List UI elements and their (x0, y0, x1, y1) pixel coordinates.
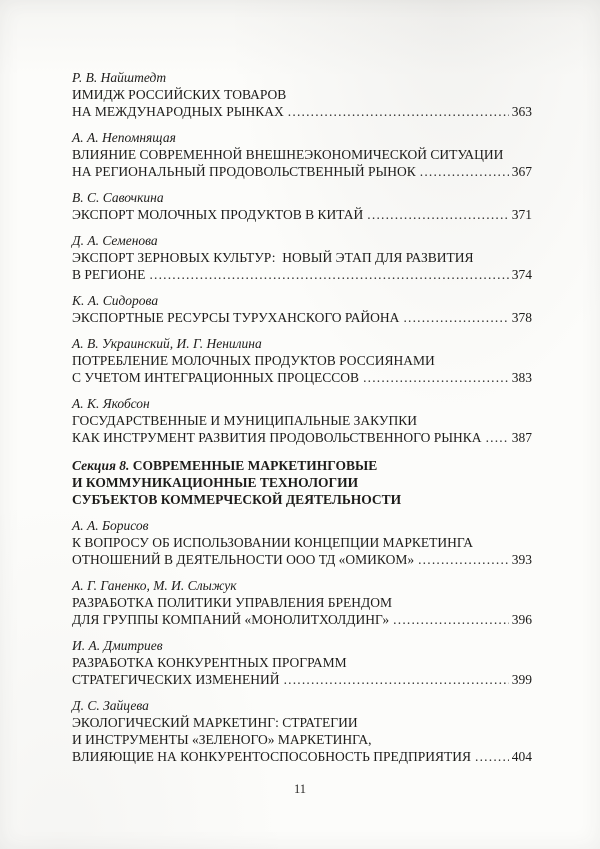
entry-title-text: НА МЕЖДУНАРОДНЫХ РЫНКАХ (72, 104, 284, 119)
dot-leader (486, 429, 509, 446)
entry-title-line: К ВОПРОСУ ОБ ИСПОЛЬЗОВАНИИ КОНЦЕПЦИИ МАРКЕТИНГА (72, 535, 473, 550)
entry-authors: В. С. Савочкина (72, 190, 164, 205)
entry-title-text: С УЧЕТОМ ИНТЕГРАЦИОННЫХ ПРОЦЕССОВ (72, 370, 360, 385)
entry-title-text: КАК ИНСТРУМЕНТ РАЗВИТИЯ ПРОДОВОЛЬСТВЕННОГО РЫНКА (72, 430, 482, 445)
entry-title-text: ДЛЯ ГРУППЫ КОМПАНИЙ «МОНОЛИТХОЛДИНГ» (72, 612, 390, 627)
entry-title-lastline (72, 671, 532, 688)
entry-authors: А. Г. Ганенко, М. И. Слыжук (72, 578, 237, 593)
entry-title-line: РАЗРАБОТКА ПОЛИТИКИ УПРАВЛЕНИЯ БРЕНДОМ (72, 595, 392, 610)
toc-entry (72, 517, 532, 568)
entry-page-number: 371 (511, 207, 532, 222)
entry-title-text: ЭКСПОРТ МОЛОЧНЫХ ПРОДУКТОВ В КИТАЙ (72, 207, 364, 222)
entry-authors: А. А. Борисов (72, 518, 149, 533)
entry-title-lastline (72, 163, 532, 180)
entry-authors: Р. В. Найштедт (72, 70, 167, 85)
footer-page-number: 11 (293, 782, 307, 796)
entry-title-lastline (72, 429, 532, 446)
entry-title-line: ИМИДЖ РОССИЙСКИХ ТОВАРОВ (72, 87, 287, 102)
entry-title-lastline (72, 206, 532, 223)
toc-entry (72, 232, 532, 283)
section-title-part: СОВРЕМЕННЫЕ МАРКЕТИНГОВЫЕ (129, 458, 378, 473)
entry-page-number: 383 (511, 370, 532, 385)
entry-page-number: 378 (511, 310, 532, 325)
entry-page-number: 396 (511, 612, 532, 627)
section-heading (72, 457, 532, 508)
toc-entry (72, 69, 532, 120)
entry-authors: Д. А. Семенова (72, 233, 158, 248)
entry-title-line: РАЗРАБОТКА КОНКУРЕНТНЫХ ПРОГРАММ (72, 655, 347, 670)
section-heading-line (72, 457, 532, 474)
entry-title-text: ВЛИЯЮЩИЕ НА КОНКУРЕНТОСПОСОБНОСТЬ ПРЕДПРИЯТИЯ (72, 749, 472, 764)
entry-page-number: 367 (511, 164, 532, 179)
entry-title-text: ОТНОШЕНИЙ В ДЕЯТЕЛЬНОСТИ ООО ТД «ОМИКОМ» (72, 552, 415, 567)
dot-leader (284, 671, 509, 688)
dot-leader (393, 611, 509, 628)
toc-list (72, 69, 532, 774)
entry-title-lastline (72, 266, 532, 283)
entry-title-text: ЭКСПОРТНЫЕ РЕСУРСЫ ТУРУХАНСКОГО РАЙОНА (72, 310, 400, 325)
entry-authors: И. А. Дмитриев (72, 638, 163, 653)
entry-authors: А. А. Непомнящая (72, 130, 176, 145)
entry-authors: Д. С. Зайцева (72, 698, 149, 713)
entry-authors: А. К. Якобсон (72, 396, 150, 411)
dot-leader (288, 103, 509, 120)
dot-leader (149, 266, 508, 283)
entry-title-line: ЭКОЛОГИЧЕСКИЙ МАРКЕТИНГ: СТРАТЕГИИ (72, 715, 358, 730)
section-number-label: Секция 8. (72, 458, 130, 473)
entry-authors: К. А. Сидорова (72, 293, 159, 308)
entry-authors: А. В. Украинский, И. Г. Ненилина (72, 336, 262, 351)
entry-page-number: 387 (511, 430, 532, 445)
toc-entry (72, 395, 532, 446)
dot-leader (363, 369, 509, 386)
entry-title-lastline (72, 309, 532, 326)
dot-leader (418, 551, 509, 568)
entry-title-text: СТРАТЕГИЧЕСКИХ ИЗМЕНЕНИЙ (72, 672, 280, 687)
entry-page-number: 393 (511, 552, 532, 567)
entry-page-number: 374 (511, 267, 532, 282)
entry-title-line: ВЛИЯНИЕ СОВРЕМЕННОЙ ВНЕШНЕЭКОНОМИЧЕСКОЙ СИТУАЦИИ (72, 147, 504, 162)
entry-title-lastline (72, 103, 532, 120)
toc-entry (72, 292, 532, 326)
entry-title-lastline (72, 611, 532, 628)
entry-title-lastline (72, 551, 532, 568)
entry-title-text: НА РЕГИОНАЛЬНЫЙ ПРОДОВОЛЬСТВЕННЫЙ РЫНОК (72, 164, 416, 179)
toc-entry (72, 637, 532, 688)
dot-leader (403, 309, 508, 326)
dot-leader (475, 748, 509, 765)
entry-title-lastline (72, 748, 532, 765)
toc-entry (72, 697, 532, 765)
section-heading-line: СУБЪЕКТОВ КОММЕРЧЕСКОЙ ДЕЯТЕЛЬНОСТИ (72, 492, 402, 507)
entry-page-number: 399 (511, 672, 532, 687)
entry-title-line: И ИНСТРУМЕНТЫ «ЗЕЛЕНОГО» МАРКЕТИНГА, (72, 732, 372, 747)
section-heading-line: И КОММУНИКАЦИОННЫЕ ТЕХНОЛОГИИ (72, 475, 359, 490)
entry-page-number: 404 (511, 749, 532, 764)
entry-title-line: ГОСУДАРСТВЕННЫЕ И МУНИЦИПАЛЬНЫЕ ЗАКУПКИ (72, 413, 417, 428)
entry-title-line: ЭКСПОРТ ЗЕРНОВЫХ КУЛЬТУР: НОВЫЙ ЭТАП ДЛЯ РАЗВИТИЯ (72, 250, 474, 265)
entry-title-text: В РЕГИОНЕ (72, 267, 146, 282)
toc-entry (72, 129, 532, 180)
dot-leader (420, 163, 509, 180)
entry-page-number: 363 (511, 104, 532, 119)
dot-leader (367, 206, 508, 223)
entry-title-lastline (72, 369, 532, 386)
toc-entry (72, 335, 532, 386)
toc-entry (72, 189, 532, 223)
entry-title-line: ПОТРЕБЛЕНИЕ МОЛОЧНЫХ ПРОДУКТОВ РОССИЯНАМИ (72, 353, 435, 368)
toc-entry (72, 577, 532, 628)
